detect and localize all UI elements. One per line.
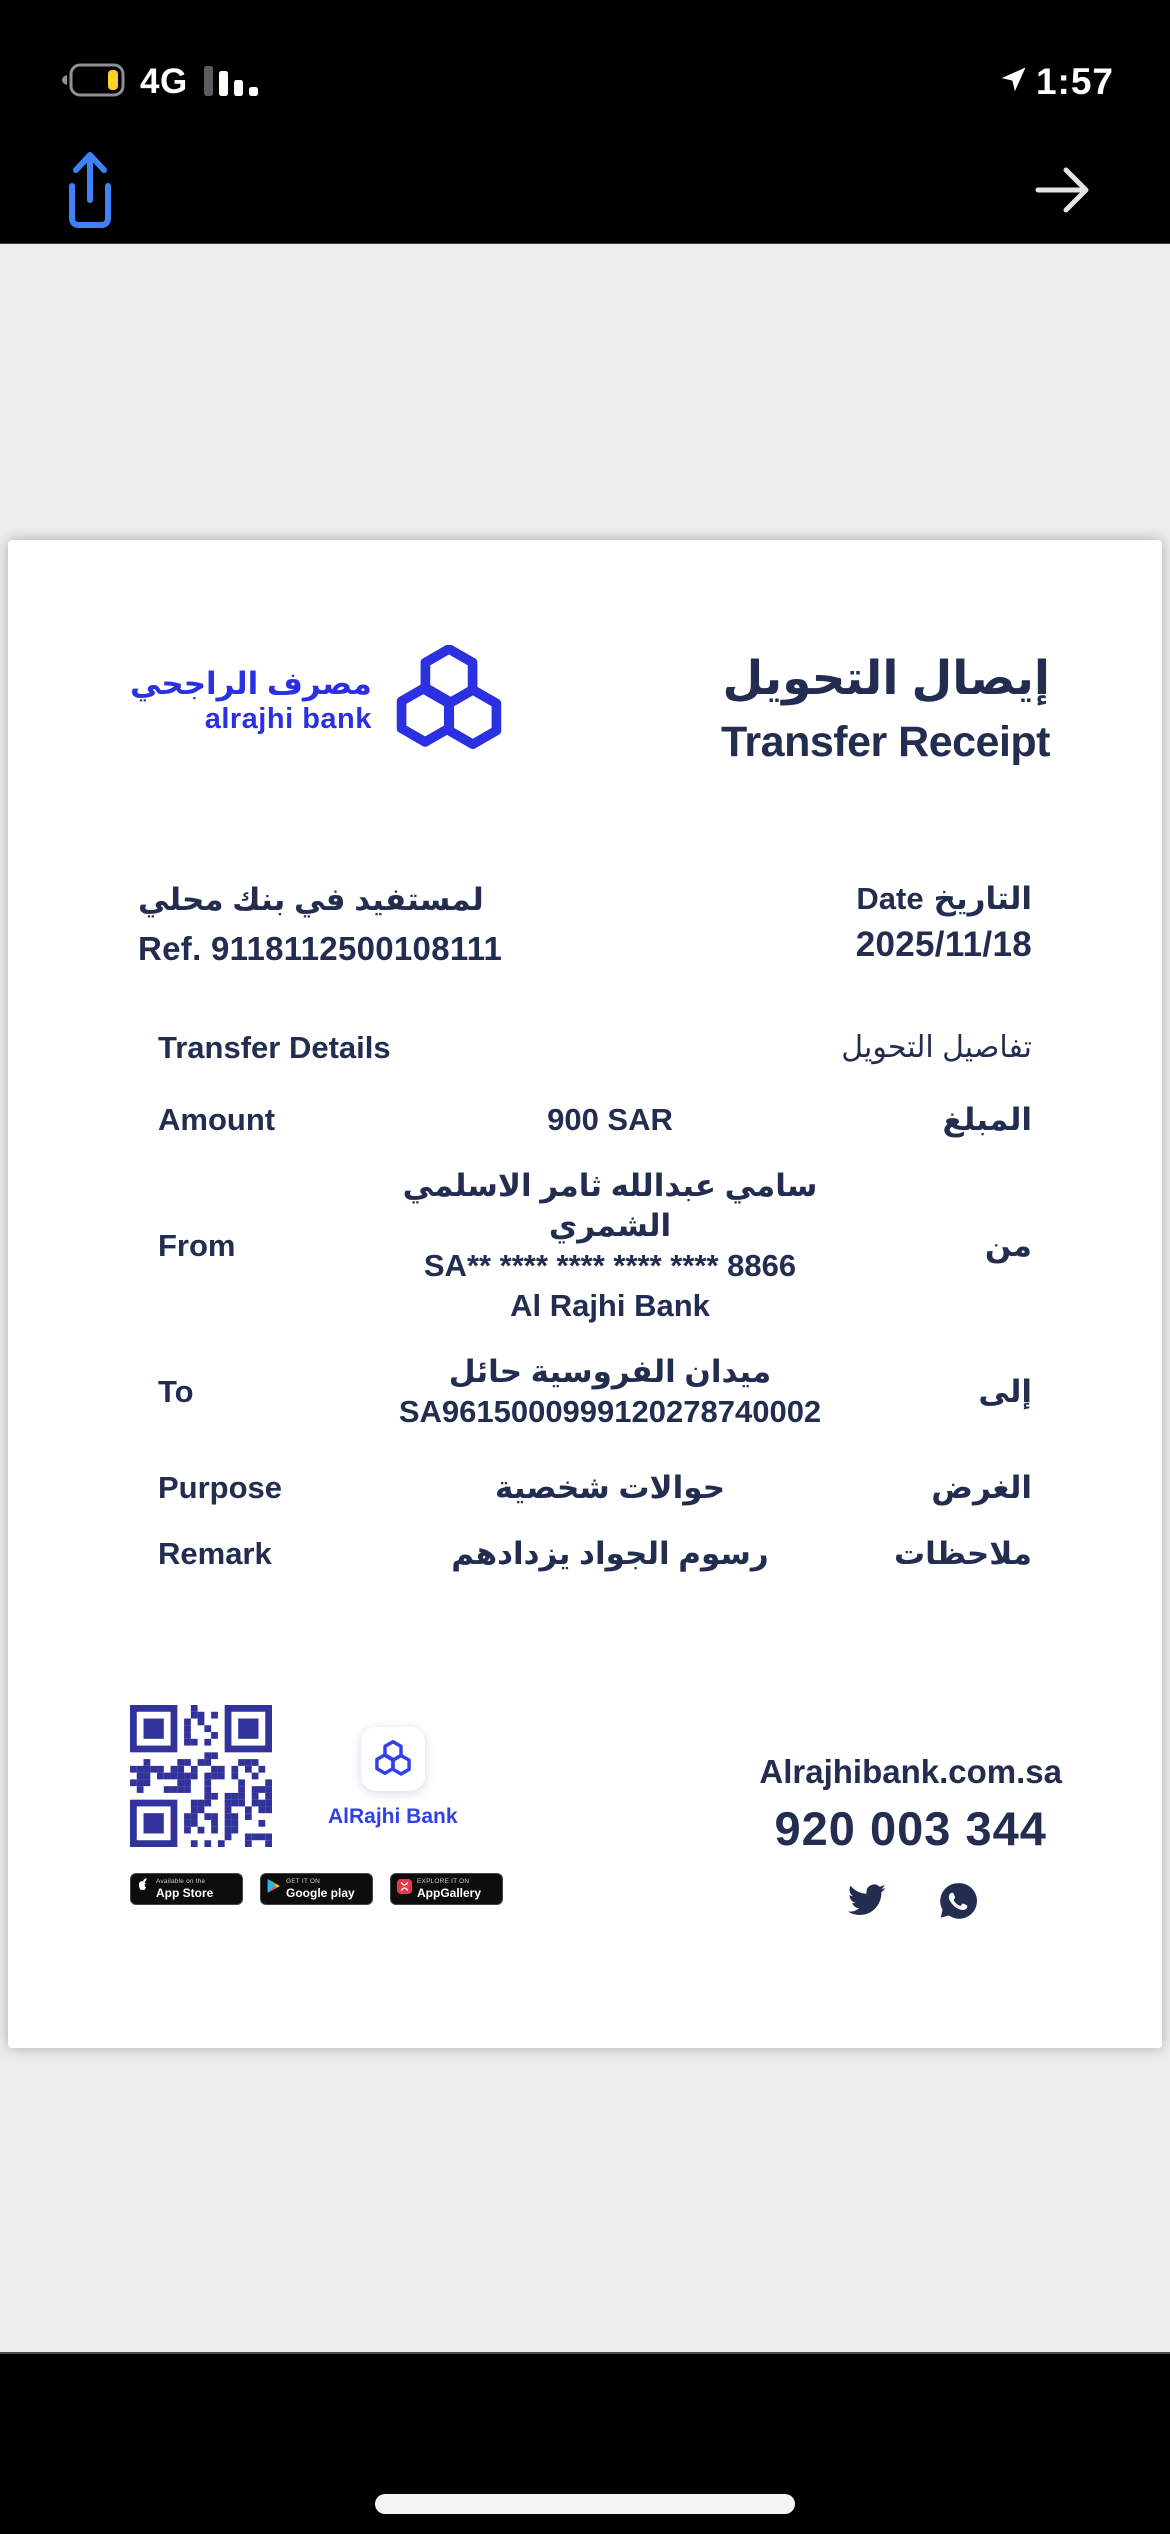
row-from [8,1166,1162,1326]
sender-masked-iban: SA** **** **** **** **** 8866 [423,1247,797,1283]
badge-top-text: EXPLORE IT ON [417,1877,470,1885]
bank-name-arabic: مصرف الراجحي [130,666,372,702]
network-type-label: 4G [140,62,188,101]
amount-label-en: Amount [158,1101,276,1137]
alrajhi-emblem-icon [390,645,508,760]
badge-top-text: Available on the [156,1877,206,1885]
section-header [8,1030,1162,1066]
status-right-cluster [998,61,1114,103]
forward-arrow-icon[interactable] [1032,160,1096,220]
date-label: التاريخDate [856,880,1032,916]
bank-phone-number: 920 003 344 [774,1801,1047,1855]
beneficiary-note: لمستفيد في بنك محلي [138,881,484,917]
purpose-label-ar: الغرض [931,1469,1032,1505]
clock-label: 1:57 [1035,61,1114,102]
row-to [8,1352,1162,1432]
apple-icon [137,1878,151,1900]
share-icon[interactable] [58,148,122,236]
status-bar [0,52,1170,112]
from-label-en: From [158,1227,236,1263]
receipt-footer [8,1705,1162,1925]
appgallery-icon [397,1879,412,1899]
to-label-en: To [158,1373,194,1409]
app-store-badge[interactable] [130,1873,243,1905]
badge-bottom-text: AppGallery [417,1886,482,1901]
receipt-meta [8,881,1162,968]
receipt-title-english: Transfer Receipt [721,718,1050,767]
battery-icon [60,63,126,102]
section-title-arabic: تفاصيل التحويل [841,1031,1032,1065]
google-play-icon [267,1878,281,1899]
remark-label-en: Remark [158,1535,272,1571]
beneficiary-name: ميدان الفروسية حائل [448,1353,772,1389]
signal-bars-icon [202,62,268,103]
beneficiary-iban: SA9615000999120278740002 [398,1393,822,1429]
amount-label-ar: المبلغ [942,1101,1032,1137]
whatsapp-icon[interactable] [939,1882,977,1925]
purpose-value: حوالات شخصية [494,1469,726,1505]
section-title-english: Transfer Details [158,1029,391,1065]
badge-bottom-text: Google play [286,1886,355,1901]
bank-app-tile [328,1727,458,1829]
from-label-ar: من [984,1227,1032,1263]
store-badges [130,1873,503,1905]
transfer-receipt-card [8,540,1162,2048]
amount-value: 900 SAR [547,1101,673,1137]
alrajhi-app-icon [361,1727,425,1791]
row-amount [8,1100,1162,1140]
receipt-header [8,540,1162,769]
sender-name: سامي عبدالله ثامر الاسلمي الشمري [402,1167,818,1243]
twitter-icon[interactable] [845,1883,887,1924]
home-indicator[interactable] [375,2494,795,2514]
qr-code [130,1705,272,1847]
location-arrow-icon [998,65,1028,100]
purpose-label-en: Purpose [158,1469,283,1505]
bank-name-english: alrajhi bank [204,703,372,736]
date-value: 2025/11/18 [855,924,1032,964]
reference-number: Ref. 9118112500108111 [138,929,503,967]
document-viewer-background [0,244,1170,2352]
badge-top-text: GET IT ON [286,1877,321,1885]
status-bar-area [0,0,1170,244]
receipt-title-arabic: إيصال التحويل [722,651,1050,704]
remark-value: رسوم الجواد يزدادهم [451,1535,769,1571]
bank-logo [130,645,508,760]
row-remark [8,1534,1162,1574]
app-name-label: AlRajhi Bank [328,1804,458,1828]
bank-website: Alrajhibank.com.sa [759,1752,1062,1790]
google-play-badge[interactable] [260,1873,373,1905]
remark-label-ar: ملاحظات [893,1535,1032,1571]
toolbar [0,146,1170,242]
appgallery-badge[interactable] [390,1873,503,1905]
badge-bottom-text: App Store [156,1886,214,1901]
sender-bank: Al Rajhi Bank [510,1287,710,1323]
status-left-cluster [60,62,268,103]
row-purpose [8,1468,1162,1508]
bottom-bar [0,2352,1170,2534]
to-label-ar: إلى [978,1373,1032,1409]
